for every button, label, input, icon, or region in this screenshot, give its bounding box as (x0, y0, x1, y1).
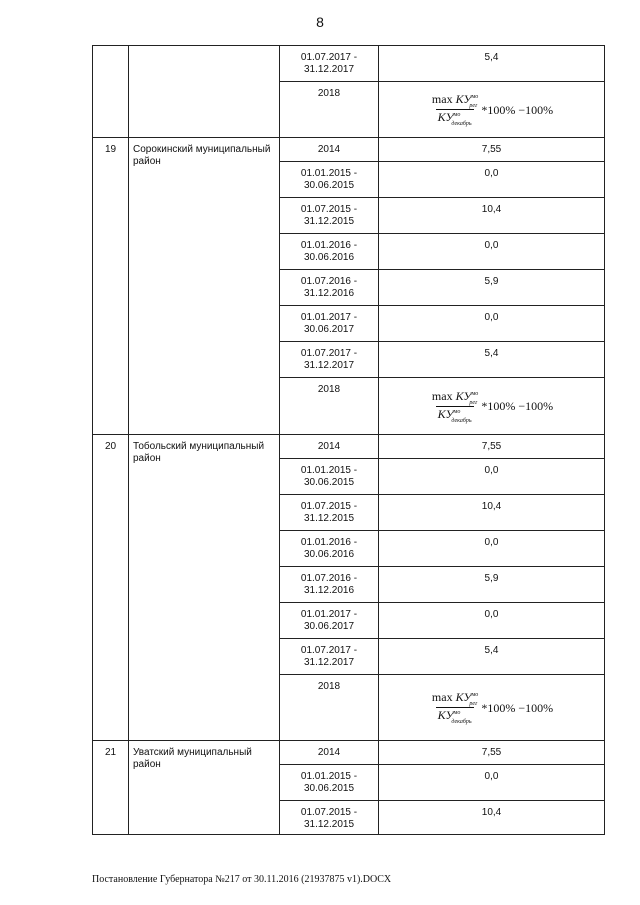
value-cell: 10,4 (379, 801, 605, 835)
period-cell: 2014 (280, 138, 379, 162)
formula-ku: КУ (455, 92, 472, 106)
value-cell: 0,0 (379, 459, 605, 495)
value-cell: 7,55 (379, 741, 605, 765)
municipality-name (129, 46, 280, 138)
formula-sub: декабрь (451, 719, 472, 725)
period-cell: 01.07.2015 - 31.12.2015 (280, 495, 379, 531)
value-cell: 5,9 (379, 270, 605, 306)
period-cell: 01.07.2017 - 31.12.2017 (280, 639, 379, 675)
formula-sup: мо (471, 692, 479, 698)
value-cell: 0,0 (379, 765, 605, 801)
row-number (93, 46, 129, 138)
formula-ku: КУ (455, 690, 472, 704)
formula-rest: *100% −100% (481, 399, 554, 413)
value-cell: 0,0 (379, 603, 605, 639)
table-row (93, 46, 605, 82)
formula-sub: рег (469, 701, 478, 707)
document-footer: Постановление Губернатора №217 от 30.11.2016 (21937875 v1).DOCX (92, 874, 392, 885)
formula-denominator (436, 109, 474, 126)
formula-max: max (431, 92, 453, 106)
row-number: 20 (93, 435, 129, 741)
formula-sup: мо (471, 94, 479, 100)
tariff-table (92, 45, 605, 835)
period-cell: 01.01.2015 - 30.06.2015 (280, 162, 379, 198)
value-cell: 0,0 (379, 234, 605, 270)
period-cell: 01.01.2017 - 30.06.2017 (280, 603, 379, 639)
value-cell: 0,0 (379, 306, 605, 342)
formula-numerator (430, 691, 479, 707)
table-row (93, 435, 605, 459)
formula-rest: *100% −100% (481, 102, 554, 117)
formula-ku: КУ (437, 406, 454, 421)
formula-fraction (430, 691, 479, 724)
formula-sub: рег (469, 103, 478, 109)
formula-cell (379, 378, 605, 435)
page-number: 8 (316, 14, 324, 30)
value-cell: 5,4 (379, 639, 605, 675)
period-cell: 01.07.2015 - 31.12.2015 (280, 198, 379, 234)
period-cell: 2014 (280, 435, 379, 459)
value-cell: 10,4 (379, 198, 605, 234)
formula-ku: КУ (437, 708, 454, 722)
formula (430, 93, 553, 126)
period-cell: 01.07.2016 - 31.12.2016 (280, 567, 379, 603)
formula-ku: КУ (455, 388, 472, 403)
value-cell: 0,0 (379, 531, 605, 567)
formula-numerator (430, 93, 479, 109)
formula-max: max (431, 690, 453, 704)
value-cell: 5,4 (379, 46, 605, 82)
period-cell: 2018 (280, 378, 379, 435)
municipality-name: Тобольский муниципальный район (129, 435, 280, 741)
period-cell: 01.01.2016 - 30.06.2016 (280, 531, 379, 567)
formula-fraction (430, 93, 479, 126)
period-cell: 01.01.2017 - 30.06.2017 (280, 306, 379, 342)
period-cell: 01.01.2015 - 30.06.2015 (280, 765, 379, 801)
table-row (93, 138, 605, 162)
period-cell: 01.01.2015 - 30.06.2015 (280, 459, 379, 495)
formula-sup: мо (453, 112, 461, 118)
value-cell: 7,55 (379, 138, 605, 162)
period-cell: 01.07.2017 - 31.12.2017 (280, 46, 379, 82)
formula-denominator (436, 406, 474, 423)
formula-sub: рег (469, 399, 478, 406)
row-number: 21 (93, 741, 129, 835)
period-cell: 01.07.2015 - 31.12.2015 (280, 801, 379, 835)
formula-sub: декабрь (451, 121, 472, 127)
municipality-name: Уватский муниципальный район (129, 741, 280, 835)
value-cell: 5,4 (379, 342, 605, 378)
formula-sup: мо (471, 390, 479, 397)
formula-cell (379, 82, 605, 138)
period-cell: 01.01.2016 - 30.06.2016 (280, 234, 379, 270)
municipality-name: Сорокинский муниципальный район (129, 138, 280, 435)
period-cell: 2018 (280, 82, 379, 138)
period-cell: 01.07.2016 - 31.12.2016 (280, 270, 379, 306)
period-cell: 2018 (280, 675, 379, 741)
row-number: 19 (93, 138, 129, 435)
formula-cell (379, 675, 605, 741)
formula-fraction (430, 390, 479, 423)
table-row (93, 741, 605, 765)
formula (430, 390, 553, 423)
formula (430, 691, 553, 724)
value-cell: 7,55 (379, 435, 605, 459)
formula-max: max (431, 388, 453, 403)
value-cell: 5,9 (379, 567, 605, 603)
formula-sub: декабрь (451, 417, 472, 424)
formula-sup: мо (453, 408, 461, 415)
value-cell: 10,4 (379, 495, 605, 531)
period-cell: 01.07.2017 - 31.12.2017 (280, 342, 379, 378)
formula-sup: мо (453, 710, 461, 716)
formula-rest: *100% −100% (481, 700, 554, 715)
formula-numerator (430, 390, 479, 406)
formula-ku: КУ (437, 110, 454, 124)
formula-denominator (436, 707, 474, 724)
period-cell: 2014 (280, 741, 379, 765)
value-cell: 0,0 (379, 162, 605, 198)
